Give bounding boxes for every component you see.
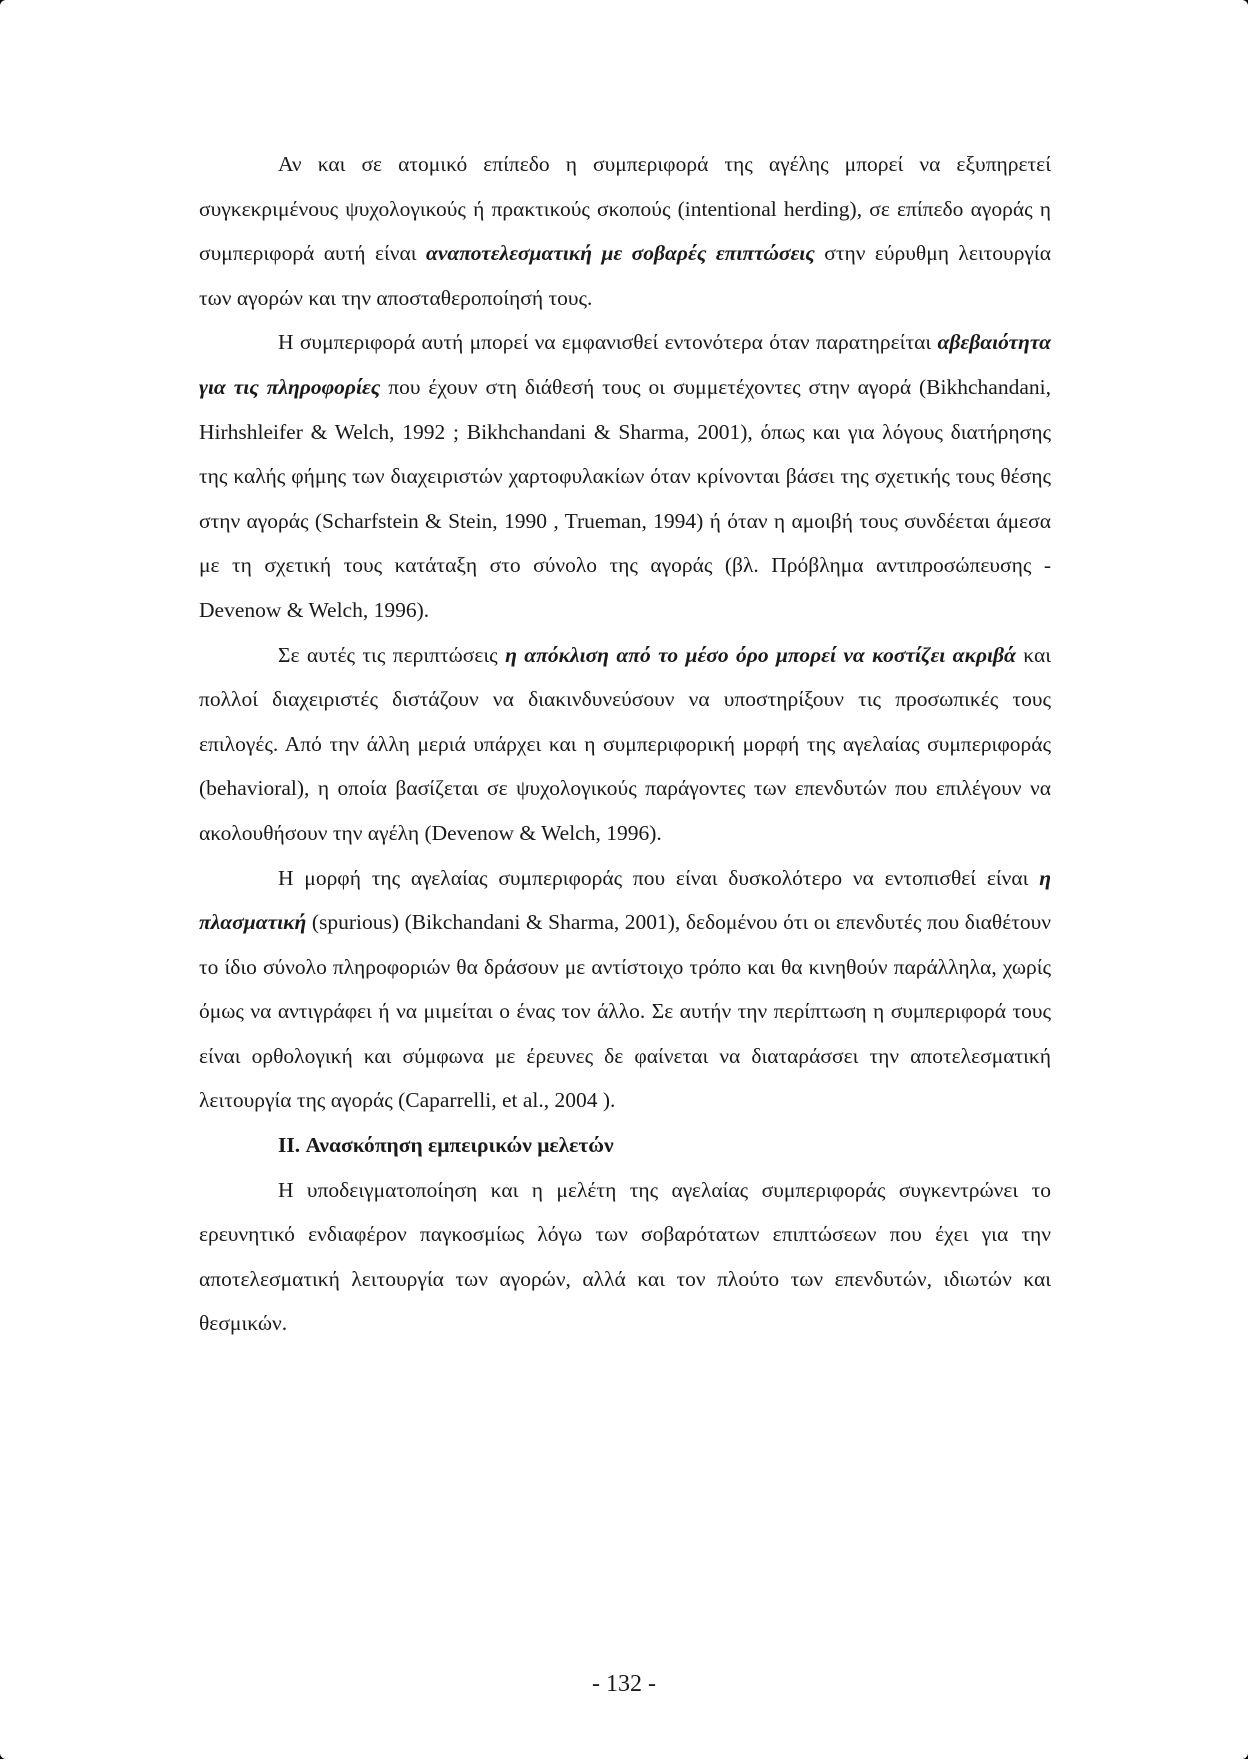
paragraph-4-text-end: (spurious) (Bikchandani & Sharma, 2001), δεδομένου ότι οι επενδυτές που διαθέτουν το ίδιο σύνολο πληροφοριών θα δράσουν με αντίστοιχο τρόπο και θα κινηθούν παράλληλα, χωρίς όμως να αντιγράφει ή να μιμείται ο ένας τον άλλο. Σε αυτήν την περίπτωση η συμπεριφορά τους είναι ορθολογική και σύμφωνα με έρευνες δε φαίνεται να διαταράσσει την αποτελεσματική λειτουργία της αγοράς (Caparrelli, et al., 2004 ). [199,910,1051,1113]
paragraph-3 [199,633,1051,856]
paragraph-1-text: Αν και σε ατομικό επίπεδο η συμπεριφορά της αγέλης μπορεί να εξυπηρετεί συγκεκριμένους ψυχολογικούς ή πρακτικούς σκοπούς (intentional herding), σε επίπεδο αγοράς η συμπεριφορά αυτή είναι [199,152,1051,266]
paragraph-3-emphasis: η απόκλιση από το μέσο όρο μπορεί να κοστίζει ακριβά [505,642,1016,667]
closing-paragraph: Η υποδειγματοποίηση και η μελέτη της αγελαίας συμπεριφοράς συγκεντρώνει το ερευνητικό ενδιαφέρον παγκοσμίως λόγω των σοβαρότατων επιπτώσεων που έχει για την αποτελεσματική λειτουργία των αγορών, αλλά και τον πλούτο των επενδυτών, ιδιωτών και θεσμικών. [199,1177,1051,1336]
paragraph-2-emphasis: αβεβαιότητα για τις πληροφορίες [199,330,1051,399]
paragraph-1 [199,142,1051,320]
paragraph-2 [199,320,1051,632]
paragraph-1-emphasis: αναποτελεσματική με σοβαρές επιπτώσεις [425,241,815,266]
paragraph-4 [199,856,1051,1124]
paragraph-2-text: Η συμπεριφορά αυτή μπορεί να εμφανισθεί εντονότερα όταν παρατηρείται [278,330,938,355]
document-body [199,142,1051,1346]
paragraph-2-text-end: που έχουν στη διάθεσή τους οι συμμετέχοντες στην αγορά (Bikhchandani, Hirhshleifer & Welch, 1992 ; Bikhchandani & Sharma, 2001), όπως και για λόγους διατήρησης της καλής φήμης των διαχειριστών χαρτοφυλακίων όταν κρίνονται βάσει της σχετικής τους θέσης στην αγοράς (Scharfstein & Stein, 1990 , Trueman, 1994) ή όταν η αμοιβή τους συνδέεται άμεσα με τη σχετική τους κατάταξη στο σύνολο της αγοράς (βλ. Πρόβλημα αντιπροσώπευσης - Devenow & Welch, 1996). [199,374,1051,622]
paragraph-4-emphasis: η πλασματική [199,865,1051,935]
paragraph-3-text-end: και πολλοί διαχειριστές διστάζουν να διακινδυνεύσουν να υποστηρίξουν τις προσωπικές τους επιλογές. Από την άλλη μεριά υπάρχει και η συμπεριφορική μορφή της αγελαίας συμπεριφοράς (behavioral), η οποία βασίζεται σε ψυχολογικούς παράγοντες των επενδυτών που επιλέγουν να ακολουθήσουν την αγέλη (Devenow & Welch, 1996). [199,642,1052,845]
paragraph-1-text-end: στην εύρυθμη λειτουργία των αγορών και την αποσταθεροποίησή τους. [199,241,1051,310]
section-heading: II. Ανασκόπηση εμπειρικών μελετών [278,1133,614,1158]
paragraph-3-text: Σε αυτές τις περιπτώσεις [278,642,506,667]
page-number: - 132 - [592,1671,656,1697]
paragraph-4-text: Η μορφή της αγελαίας συμπεριφοράς που είναι δυσκολότερο να εντοπισθεί είναι [278,865,1040,890]
